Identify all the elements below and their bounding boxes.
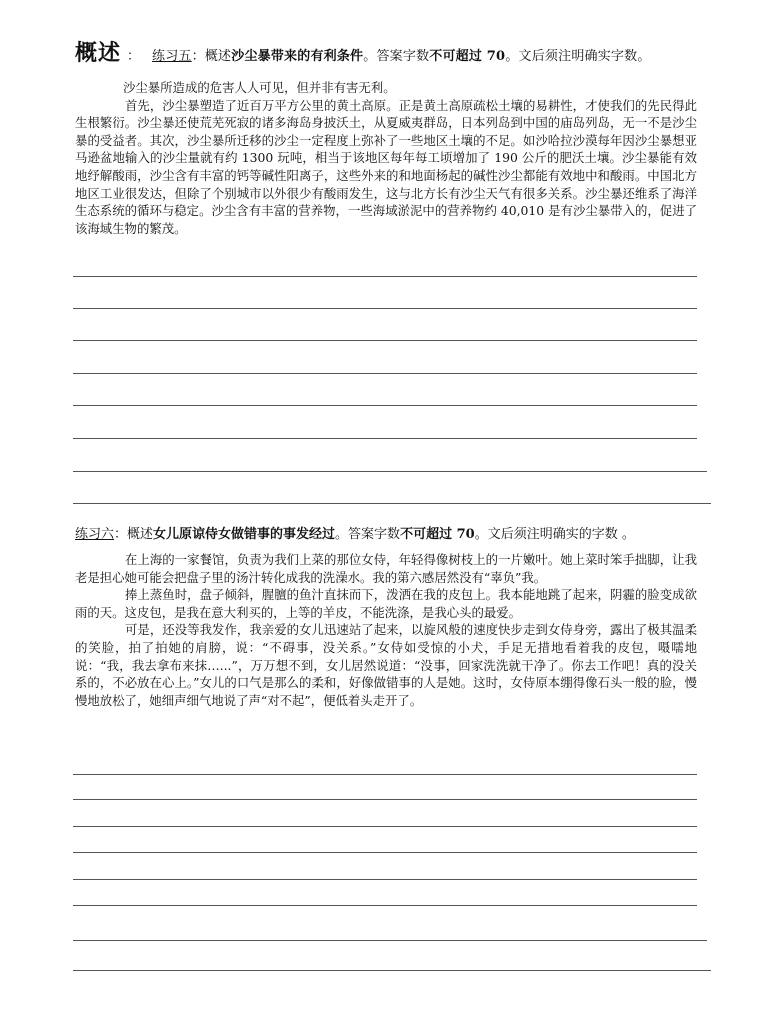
page-title: 概述	[75, 41, 122, 66]
exercise-5-topic: 沙尘暴带来的有利条件	[231, 49, 364, 64]
exercise-5-limit: 不可超过 70	[429, 49, 506, 64]
answer-line[interactable]	[73, 438, 697, 439]
exercise-6-label: 练习六	[75, 527, 115, 542]
exercise-6-mid: 。答案字数	[335, 527, 401, 542]
answer-line[interactable]	[73, 340, 697, 341]
answer-line[interactable]	[73, 503, 711, 504]
passage-paragraph: 沙尘暴所造成的危害人人可见，但并非有害无利。	[123, 80, 396, 95]
exercise-6-passage	[75, 551, 697, 709]
exercise-5-tail: 。文后须注明确实字数。	[505, 49, 651, 64]
exercise-5-mid: 。答案字数	[363, 49, 430, 64]
answer-line[interactable]	[73, 471, 707, 472]
exercise-5-label: 练习五	[152, 49, 192, 64]
answer-line[interactable]	[73, 799, 697, 800]
exercise-6-limit: 不可超过 70	[400, 527, 475, 542]
answer-line[interactable]	[73, 405, 697, 406]
answer-line[interactable]	[73, 373, 697, 374]
exercise-5-instruction	[152, 45, 650, 64]
passage-paragraph: 在上海的一家餐馆，负责为我们上菜的那位女侍，年轻得像树枝上的一片嫩叶。她上菜时笨手拙脚，让我老是担心她可能会把盘子里的汤汁转化成我的洗澡水。我的第六感居然没有“辜负”我。	[75, 552, 697, 585]
answer-line[interactable]	[73, 879, 697, 880]
passage-paragraph: 可是，还没等我发作，我亲爱的女儿迅速站了起来，以旋风般的速度快步走到女侍身旁，露出了极其温柔的笑脸，拍了拍她的肩膀，说：“不碍事，没关系。”女侍如受惊的小犬，手足无措地看着我的皮包，嗫嚅地说：“我，我去拿布来抹…...”，万万想不到，女儿居然说道：“没事，回家洗洗就干净了。你去工作吧！真的没关系的，不必放在心上。”女儿的口气是那么的柔和，好像做错事的人是她。这时，女侍原本绷得像石头一般的脸，慢慢地放松了，她细声细气地说了声“对不起”，便低着头走开了。	[75, 622, 697, 708]
exercise-5-heading	[75, 36, 715, 66]
exercise-5-passage	[75, 79, 697, 237]
answer-line[interactable]	[73, 774, 697, 775]
answer-line[interactable]	[73, 852, 697, 853]
exercise-6-topic: 女儿原谅侍女做错事的事发经过	[153, 527, 336, 542]
exercise-5-sep: ：概述	[191, 49, 232, 64]
passage-paragraph: 捧上蒸鱼时，盘子倾斜，腥膻的鱼汁直抹而下，泼洒在我的皮包上。我本能地跳了起来，阴霾的脸变成欲雨的天。这皮包，是我在意大利买的，上等的羊皮，不能洗涤，是我心头的最爱。	[75, 587, 697, 620]
exercise-6-tail: 。文后须注明确实的字数 。	[474, 527, 635, 542]
answer-line[interactable]	[73, 905, 697, 906]
answer-line[interactable]	[73, 970, 711, 971]
passage-paragraph: 首先，沙尘暴塑造了近百万平方公里的黄土高原。正是黄土高原疏松土壤的易耕性，才使我们的先民得此生根繁衍。沙尘暴还使荒芜死寂的诸多海岛身披沃土，从夏威夷群岛，日本列岛到中国的庙岛列岛，无一不是沙尘暴的受益者。其次，沙尘暴所迁移的沙尘一定程度上弥补了一些地区土壤的不足。如沙哈拉沙漠每年因沙尘暴想亚马逊盆地输入的沙尘量就有约 1300 玩吨，相当于该地区每年每工顷增加了 190 公斤的肥沃土壤。沙尘暴能有效地纾解酸雨，沙尘含有丰富的钙等碱性阳离子，这些外来的和地面杨起的碱性沙尘都能有效地中和酸雨。中国北方地区工业很发达，但除了个别城市以外很少有酸雨发生，这与北方长有沙尘天气有很多关系。沙尘暴还维系了海洋生态系统的循环与稳定。沙尘含有丰富的营养物，一些海域淤泥中的营养物约 40,010 是有沙尘暴带入的，促进了该海域生物的繁茂。	[75, 97, 697, 236]
answer-line[interactable]	[73, 940, 707, 941]
exercise-6-instruction	[75, 523, 715, 542]
answer-line[interactable]	[73, 308, 697, 309]
answer-line[interactable]	[73, 276, 697, 277]
title-colon: ：	[127, 49, 141, 64]
exercise-6-sep: ：概述	[114, 527, 154, 542]
answer-line[interactable]	[73, 826, 697, 827]
